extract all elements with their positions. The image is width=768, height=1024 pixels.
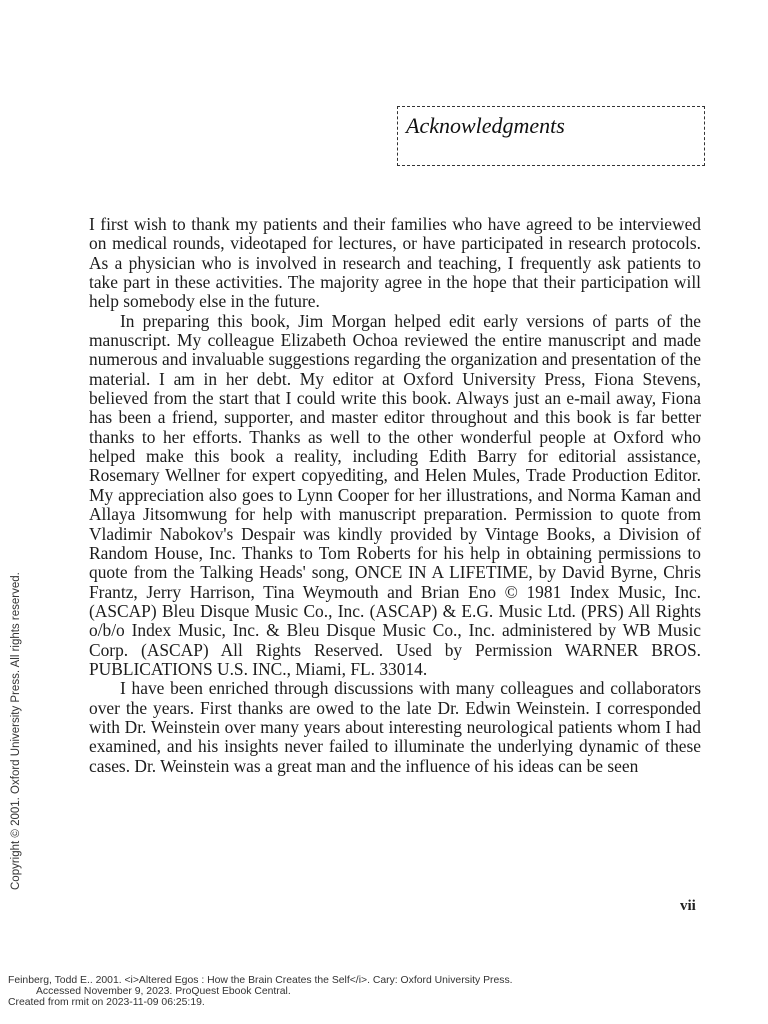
chapter-title: Acknowledgments bbox=[406, 113, 565, 138]
page-number: vii bbox=[680, 898, 696, 914]
copyright-notice: Copyright © 2001. Oxford University Press. All rights reserved. bbox=[10, 572, 22, 890]
citation-line-2: Accessed November 9, 2023. ProQuest Ebook Central. bbox=[36, 986, 291, 998]
paragraph-1: I first wish to thank my patients and their families who have agreed to be interviewed on medical rounds, videotaped for lectures, or have participated in research protocols. As a physician who is involved in research and teaching, I frequently ask patients to take part in these activities. The majority agree in the hope that their participation will help somebody else in the future. bbox=[89, 214, 701, 312]
citation-line-3: Created from rmit on 2023-11-09 06:25:19. bbox=[8, 997, 205, 1009]
body-text bbox=[89, 215, 701, 776]
chapter-title-box bbox=[397, 106, 705, 166]
citation-footer bbox=[8, 975, 513, 1009]
citation-line-1: Feinberg, Todd E.. 2001. <i>Altered Egos : How the Brain Creates the Self</i>. Cary: Oxford University Press. bbox=[8, 975, 513, 986]
paragraph-2: In preparing this book, Jim Morgan helped edit early versions of parts of the manuscript. My colleague Elizabeth Ochoa reviewed the entire manuscript and made numerous and invaluable suggestions regarding the organization and presentation of the material. I am in her debt. My editor at Oxford University Press, Fiona Stevens, believed from the start that I could write this book. Always just an e-mail away, Fiona has been a friend, supporter, and master editor throughout and this book is far better thanks to her efforts. Thanks as well to the other wonderful people at Oxford who helped make this book a reality, including Edith Barry for editorial assistance, Rosemary Wellner for expert copyediting, and Helen Mules, Trade Production Editor. My appreciation also goes to Lynn Cooper for her illustrations, and Norma Kaman and Allaya Jitsomwung for help with manuscript preparation. Permission to quote from Vladimir Nabokov's Despair was kindly provided by Vintage Books, a Division of Random House, Inc. Thanks to Tom Roberts for his help in obtaining permissions to quote from the Talking Heads' song, ONCE IN A LIFETIME, by David Byrne, Chris Frantz, Jerry Harrison, Tina Weymouth and Brian Eno © 1981 Index Music, Inc. (ASCAP) Bleu Disque Music Co., Inc. (ASCAP) & E.G. Music Ltd. (PRS) All Rights o/b/o Index Music, Inc. & Bleu Disque Music Co., Inc. administered by WB Music Corp. (ASCAP) All Rights Reserved. Used by Permission WARNER BROS. PUBLICATIONS U.S. INC., Miami, FL. 33014. bbox=[89, 310, 701, 679]
paragraph-3: I have been enriched through discussions with many colleagues and collaborators over the years. First thanks are owed to the late Dr. Edwin Weinstein. I corresponded with Dr. Weinstein over many years about interesting neurological patients whom I had examined, and his insights never failed to illuminate the underlying dynamic of these cases. Dr. Weinstein was a great man and the influence of his ideas can be seen bbox=[89, 678, 701, 776]
